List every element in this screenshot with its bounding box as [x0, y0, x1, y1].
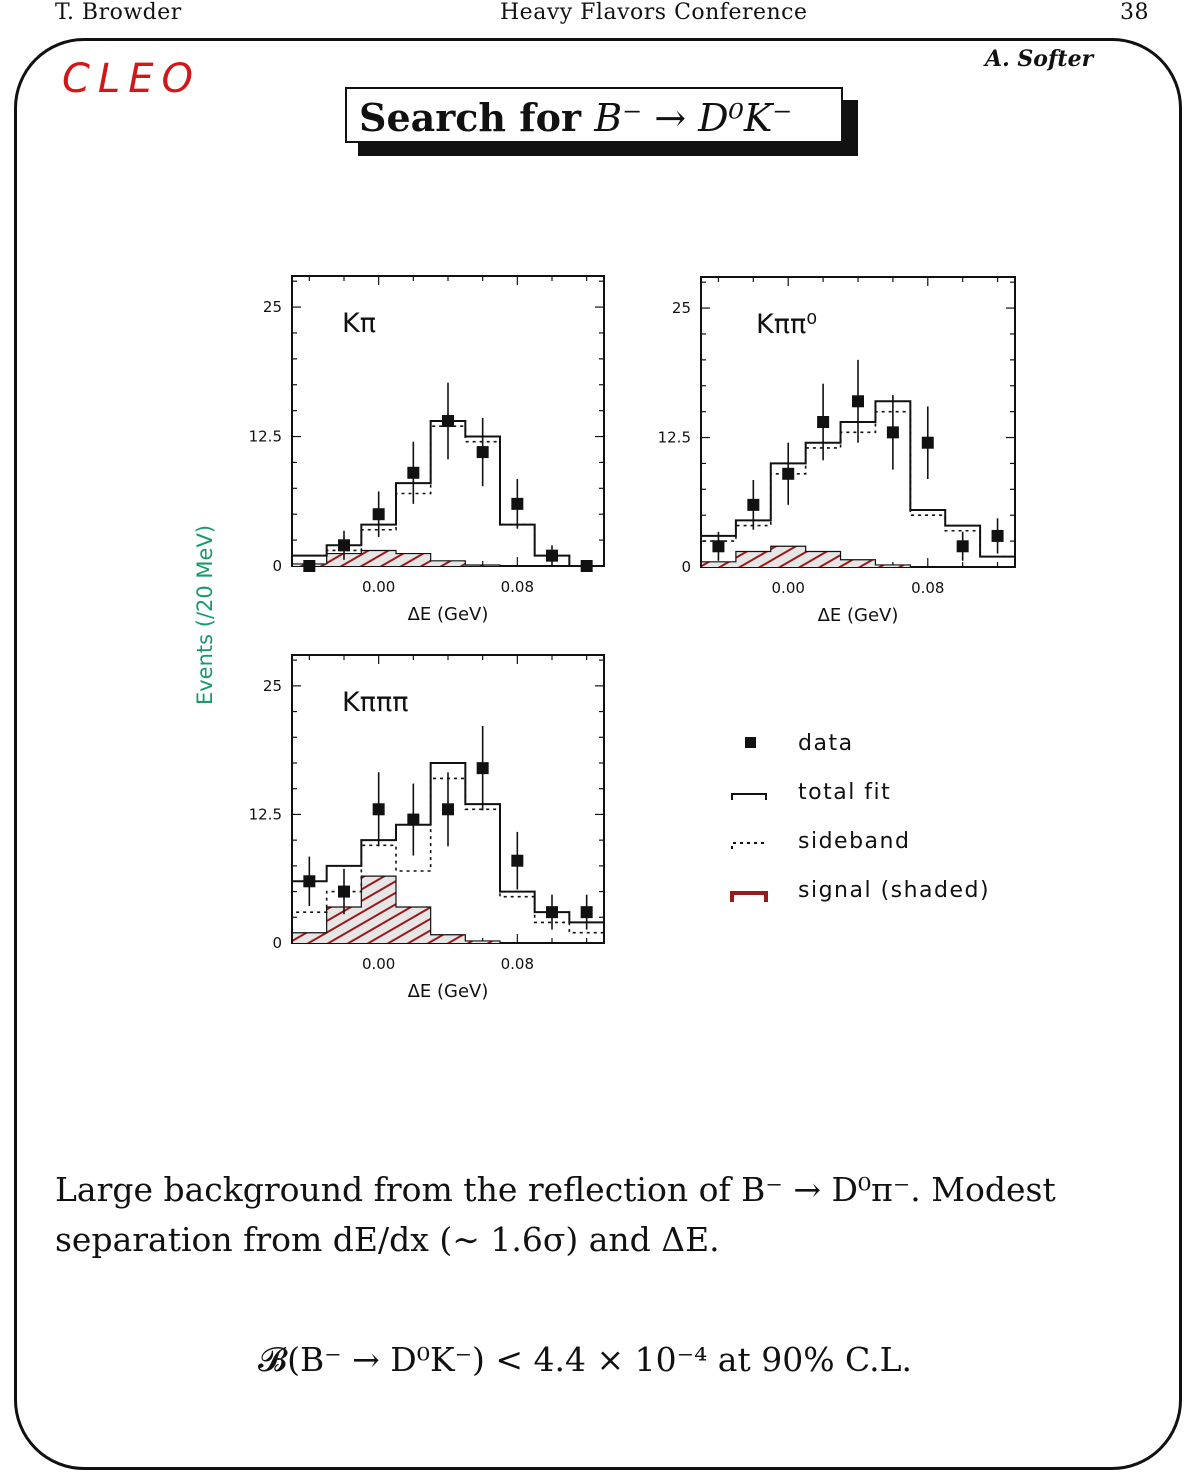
- data-point: [477, 762, 489, 774]
- y-tick-label: 25: [262, 676, 282, 695]
- legend-label: sideband: [798, 829, 911, 854]
- title-decay: B⁻ → D⁰K⁻: [594, 96, 793, 140]
- data-point: [407, 814, 419, 826]
- legend-label: data: [798, 731, 854, 756]
- header-conference: Heavy Flavors Conference: [500, 0, 808, 25]
- x-axis-label: ΔE (GeV): [407, 604, 489, 625]
- y-tick-label: 0: [681, 558, 691, 576]
- legend-item-data: [745, 731, 854, 756]
- data-point: [817, 416, 829, 428]
- data-point: [581, 560, 593, 572]
- y-tick-label: 12.5: [248, 805, 282, 824]
- x-tick-label: 0.00: [771, 579, 805, 597]
- plot-1: [249, 276, 604, 625]
- legend-data-marker: [745, 737, 756, 748]
- legend-item-sideband: [732, 829, 910, 854]
- data-point: [782, 468, 794, 480]
- data-point: [747, 499, 759, 511]
- legend: [732, 731, 990, 903]
- data-point: [887, 426, 899, 438]
- y-tick-label: 0: [272, 934, 282, 952]
- handwritten-experiment-label: CLEO: [62, 56, 201, 102]
- data-point: [852, 395, 864, 407]
- legend-label: signal (shaded): [798, 878, 991, 903]
- handwritten-signature: A. Softer: [985, 46, 1094, 72]
- body-line-2: separation from dE/dx (∼ 1.6σ) and ΔE.: [55, 1220, 720, 1259]
- y-tick-label: 12.5: [248, 427, 282, 446]
- x-tick-label: 0.08: [500, 578, 535, 596]
- data-point: [442, 803, 454, 815]
- data-point: [303, 875, 315, 887]
- data-point: [407, 467, 419, 479]
- y-axis-label: Events (/20 MeV): [193, 524, 217, 706]
- data-point: [546, 906, 558, 918]
- y-tick-label: 12.5: [657, 428, 691, 447]
- legend-item-signal: [732, 878, 990, 903]
- body-line-1: Large background from the reflection of B⁻ → D⁰π⁻. Modest: [55, 1170, 1056, 1209]
- data-point: [303, 560, 315, 572]
- y-tick-label: 0: [272, 557, 282, 575]
- title-prefix: Search for: [359, 95, 595, 140]
- data-point: [511, 855, 523, 867]
- data-point: [511, 498, 523, 510]
- legend-signal-marker: [732, 893, 766, 902]
- data-point: [442, 415, 454, 427]
- data-point: [957, 540, 969, 552]
- x-tick-label: 0.08: [500, 955, 535, 973]
- x-axis-label: ΔE (GeV): [407, 981, 489, 1002]
- channel-label: Kπππ: [342, 687, 409, 718]
- header-page-number: 38: [1120, 0, 1149, 25]
- data-point: [338, 539, 350, 551]
- y-tick-label: 25: [671, 299, 691, 318]
- data-point: [477, 446, 489, 458]
- data-point: [712, 540, 724, 552]
- legend-total-line: [732, 794, 766, 800]
- data-point: [373, 803, 385, 815]
- plot-2: [658, 277, 1015, 626]
- header-author: T. Browder: [55, 0, 182, 25]
- branching-ratio-limit: 𝓑(B⁻ → D⁰K⁻) < 4.4 × 10⁻⁴ at 90% C.L.: [258, 1340, 913, 1379]
- x-tick-label: 0.08: [911, 579, 945, 597]
- body-text: [55, 1165, 1105, 1265]
- data-point: [581, 906, 593, 918]
- legend-item-total: [732, 780, 891, 805]
- data-point: [992, 530, 1004, 542]
- channel-label: Kππ⁰: [756, 309, 818, 340]
- data-point: [338, 886, 350, 898]
- x-tick-label: 0.00: [361, 955, 396, 973]
- x-axis-label: ΔE (GeV): [817, 605, 899, 626]
- data-point: [546, 550, 558, 562]
- plot-3: [249, 655, 604, 1002]
- x-tick-label: 0.00: [361, 578, 396, 596]
- y-tick-label: 25: [262, 298, 282, 317]
- data-point: [922, 437, 934, 449]
- legend-sideband-line: [732, 843, 766, 849]
- channel-label: Kπ: [342, 308, 376, 339]
- legend-label: total fit: [798, 780, 892, 805]
- data-point: [373, 508, 385, 520]
